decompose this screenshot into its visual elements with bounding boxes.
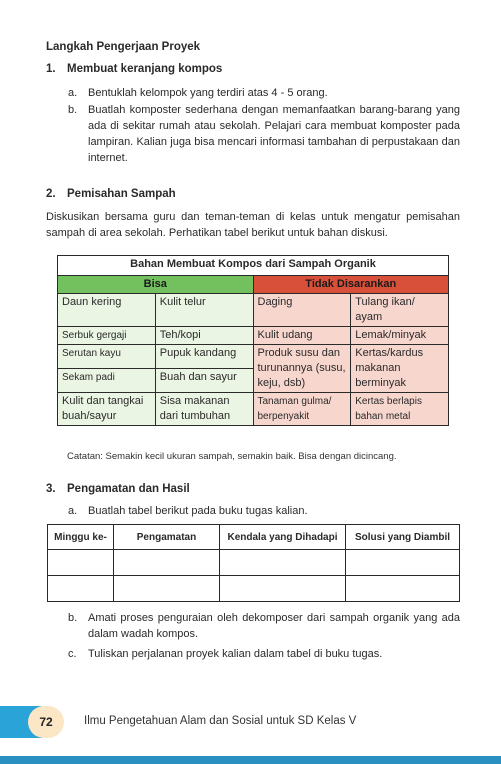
table-cell: Kertas/kardus makanan berminyak bbox=[351, 345, 449, 393]
page-number: 72 bbox=[28, 706, 64, 738]
section-3-number: 3. bbox=[46, 483, 56, 495]
observation-table bbox=[47, 524, 460, 602]
item-marker: c. bbox=[68, 648, 77, 660]
table-cell: Lemak/minyak bbox=[351, 327, 449, 345]
table-cell: Produk susu dan turunannya (susu, keju, dsb) bbox=[253, 345, 351, 393]
table-cell: Daun kering bbox=[58, 294, 156, 327]
section-3-item-a bbox=[68, 503, 460, 519]
section-2-title bbox=[46, 188, 176, 200]
table-cell: Serbuk gergaji bbox=[58, 327, 156, 345]
section-3-title bbox=[46, 483, 190, 495]
table-cell: Buah dan sayur bbox=[155, 369, 253, 393]
column-header: Minggu ke- bbox=[48, 525, 114, 550]
header-bisa: Bisa bbox=[58, 276, 254, 294]
item-marker: b. bbox=[68, 612, 78, 624]
item-marker: b. bbox=[68, 104, 78, 116]
book-title: Ilmu Pengetahuan Alam dan Sosial untuk SD Kelas V bbox=[84, 715, 357, 727]
table-note: Catatan: Semakin kecil ukuran sampah, semakin baik. Bisa dengan dicincang. bbox=[67, 451, 397, 462]
item-text: Bentuklah kelompok yang terdiri atas 4 - 5 orang. bbox=[88, 87, 328, 99]
table-cell: Kertas berlapis bahan metal bbox=[351, 393, 449, 426]
table-row bbox=[48, 550, 460, 576]
section-3-label: Pengamatan dan Hasil bbox=[67, 483, 190, 495]
section-2-label: Pemisahan Sampah bbox=[67, 188, 176, 200]
item-marker: a. bbox=[68, 87, 78, 99]
item-marker: a. bbox=[68, 505, 78, 517]
table-row bbox=[48, 576, 460, 602]
table-cell: Sisa makanan dari tumbuhan bbox=[155, 393, 253, 426]
item-text: Buatlah komposter sederhana dengan memanfaatkan barang-barang yang ada di sekitar rumah atau sekolah. Pelajari cara membuat komposter pada lampiran. Kalian juga bisa mencari informasi tambahan di perpustakaan dan internet. bbox=[88, 104, 460, 164]
section-1-item-a bbox=[68, 85, 460, 101]
bottom-strip bbox=[0, 756, 501, 764]
steps-heading: Langkah Pengerjaan Proyek bbox=[46, 41, 201, 53]
table-cell: Tulang ikan/ ayam bbox=[351, 294, 449, 327]
table-cell: Kulit dan tangkai buah/sayur bbox=[58, 393, 156, 426]
compost-table-title: Bahan Membuat Kompos dari Sampah Organik bbox=[58, 256, 449, 276]
section-1-item-b bbox=[68, 102, 460, 166]
section-2-paragraph: Diskusikan bersama guru dan teman-teman di kelas untuk mengatur pemisahan sampah di area sekolah. Perhatikan tabel berikut untuk bahan diskusi. bbox=[46, 211, 460, 239]
table-cell: Kulit telur bbox=[155, 294, 253, 327]
table-cell: Tanaman gulma/ berpenyakit bbox=[253, 393, 351, 426]
section-1-title bbox=[46, 63, 222, 75]
section-1-label: Membuat keranjang kompos bbox=[67, 63, 223, 75]
table-cell: Sekam padi bbox=[58, 369, 156, 393]
section-1-number: 1. bbox=[46, 63, 56, 75]
item-text: Amati proses penguraian oleh dekomposer dari sampah organik yang ada dalam wadah kompos. bbox=[88, 612, 460, 640]
section-3-item-b bbox=[68, 610, 460, 642]
header-tidak-disarankan: Tidak Disarankan bbox=[253, 276, 449, 294]
section-2-number: 2. bbox=[46, 188, 56, 200]
compost-table bbox=[57, 255, 449, 426]
table-cell: Pupuk kandang bbox=[155, 345, 253, 369]
table-cell: Teh/kopi bbox=[155, 327, 253, 345]
item-text: Buatlah tabel berikut pada buku tugas kalian. bbox=[88, 505, 308, 517]
table-cell: Kulit udang bbox=[253, 327, 351, 345]
table-cell: Serutan kayu bbox=[58, 345, 156, 369]
item-text: Tuliskan perjalanan proyek kalian dalam tabel di buku tugas. bbox=[88, 648, 383, 660]
section-3-item-c bbox=[68, 646, 460, 662]
column-header: Pengamatan bbox=[114, 525, 220, 550]
column-header: Kendala yang Dihadapi bbox=[220, 525, 346, 550]
column-header: Solusi yang Diambil bbox=[346, 525, 460, 550]
table-cell: Daging bbox=[253, 294, 351, 327]
